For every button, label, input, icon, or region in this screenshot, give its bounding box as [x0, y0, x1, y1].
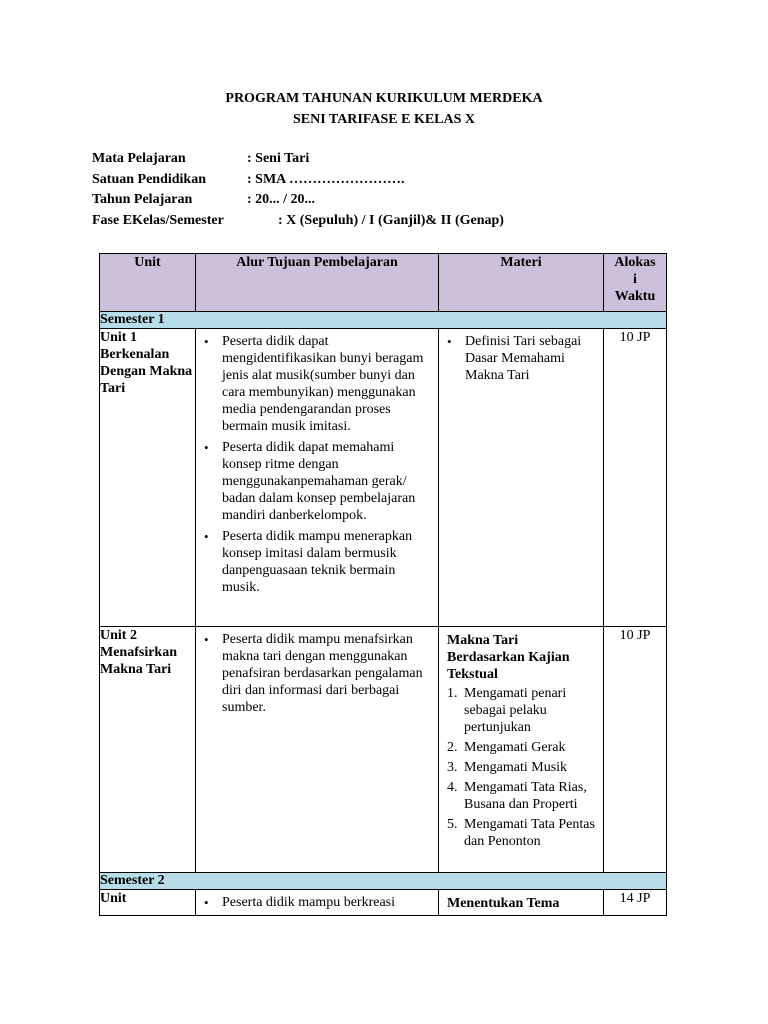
- unit-cell: Unit 2 Menafsirkan Makna Tari: [100, 627, 196, 873]
- time-cell: 10 JP: [604, 627, 667, 873]
- identity-block: [92, 149, 504, 231]
- objectives-cell: [196, 627, 439, 873]
- meta-label: Mata Pelajaran: [92, 151, 186, 166]
- materi-numbered-list: [447, 685, 597, 850]
- meta-row-phase: [92, 211, 504, 232]
- meta-row-subject: [92, 149, 504, 170]
- table-header-row: [100, 254, 667, 312]
- objectives-list: [196, 627, 438, 716]
- materi-cell: [439, 329, 604, 627]
- meta-label: Fase EKelas/Semester: [92, 212, 224, 228]
- materi-heading: Menentukan Tema: [447, 896, 560, 911]
- time-cell: 14 JP: [604, 890, 667, 916]
- materi-cell: [439, 627, 604, 873]
- column-header-materi: Materi: [439, 254, 604, 312]
- column-header-unit: Unit: [100, 254, 196, 312]
- list-item: • Peserta didik mampu menafsirkan makna tari dengan menggunakan penafsiran berdasarkan pengalaman diri dan informasi dari berbagai sumber.: [222, 631, 434, 716]
- materi-cell: [439, 890, 604, 916]
- list-item: • Peserta didik mampu menerapkan konsep imitasi dalam bermusik danpenguasaan teknik bermain musik.: [222, 528, 434, 596]
- meta-label: Satuan Pendidikan: [92, 171, 206, 187]
- meta-row-year: [92, 190, 504, 211]
- objectives-list: [196, 329, 438, 596]
- list-item: 5. Mengamati Tata Pentas dan Penonton: [447, 817, 595, 849]
- objectives-cell: [196, 890, 439, 916]
- semester-label: Semester 1: [100, 312, 667, 329]
- meta-value: : X (Sepuluh) / I (Ganjil)& II (Genap): [278, 212, 504, 228]
- meta-value: : Seni Tari: [247, 151, 310, 166]
- document-title: PROGRAM TAHUNAN KURIKULUM MERDEKA: [225, 91, 543, 106]
- semester-row: [100, 873, 667, 890]
- meta-value: : SMA …………………….: [247, 171, 405, 187]
- meta-row-school: [92, 170, 504, 191]
- list-item: • Peserta didik mampu berkreasi: [222, 894, 434, 911]
- unit-cell: Unit 1 Berkenalan Dengan Makna Tari: [100, 329, 196, 627]
- meta-value: : 20... / 20...: [247, 192, 316, 207]
- list-item: • Peserta didik dapat mengidentifikasikan bunyi beragam jenis alat musik(sumber bunyi dan cara membunyikan) menggunakan media pendengarandan proses bermain musik imitasi.: [222, 333, 434, 435]
- list-item: 4. Mengamati Tata Rias, Busana dan Properti: [447, 780, 587, 812]
- table-row: [100, 890, 667, 916]
- list-item: 2. Mengamati Gerak: [447, 740, 566, 755]
- column-header-time-line: Waktu: [614, 289, 656, 304]
- materi-list: [439, 329, 603, 384]
- column-header-time: [604, 254, 667, 312]
- column-header-time-line: i: [633, 272, 637, 287]
- materi-content: [439, 890, 603, 912]
- time-cell: 10 JP: [604, 329, 667, 627]
- table-row: [100, 329, 667, 627]
- semester-row: [100, 312, 667, 329]
- unit-cell: Unit: [100, 890, 196, 916]
- document-subtitle: SENI TARIFASE E KELAS X: [292, 112, 476, 127]
- semester-label: Semester 2: [100, 873, 667, 890]
- column-header-time-line: Alokas: [614, 255, 656, 270]
- program-table: [99, 253, 667, 916]
- table-row: [100, 627, 667, 873]
- list-item: 3. Mengamati Musik: [447, 760, 568, 775]
- list-item: • Definisi Tari sebagai Dasar Memahami Makna Tari: [465, 333, 599, 384]
- column-header-objectives: Alur Tujuan Pembelajaran: [196, 254, 439, 312]
- objectives-list: [196, 890, 438, 911]
- materi-content: [439, 627, 603, 850]
- list-item: 1. Mengamati penari sebagai pelaku pertunjukan: [447, 686, 567, 735]
- materi-heading: Makna Tari Berdasarkan Kajian Tekstual: [447, 633, 570, 682]
- objectives-cell: [196, 329, 439, 627]
- meta-label: Tahun Pelajaran: [92, 192, 193, 207]
- list-item: • Peserta didik dapat memahami konsep ritme dengan menggunakanpemahaman gerak/ badan dalam konsep pembelajaran mandiri danberkelompok.: [222, 439, 434, 524]
